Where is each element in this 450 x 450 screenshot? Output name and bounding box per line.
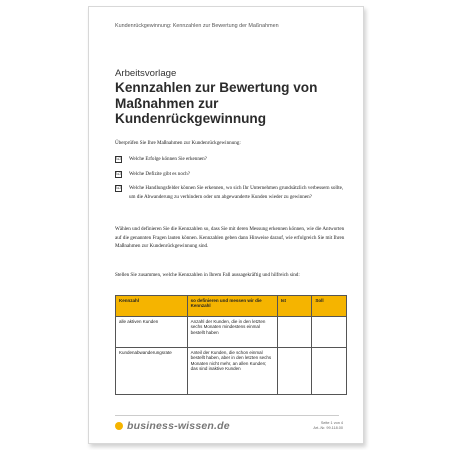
checklist-item [115,184,345,201]
checkbox-icon: ☑ [116,186,121,192]
checkbox-icon: ☑ [116,157,121,162]
article-number: Art.-Nr. 99.118.00 [313,426,343,430]
logo-text: business-wissen.de [127,420,230,432]
brand-logo [115,420,230,432]
table-cell: Anteil der Kunden, die schon einmal bestellt haben, aber in den letzten sechs Monaten nicht mehr, an allen Kunden; das sind inaktive Kunden [187,348,277,395]
document-kicker: Arbeitsvorlage [115,68,177,79]
column-header-ist: Ist [277,296,312,317]
table-row [116,348,347,395]
checklist-item-text: Welche Erfolge können Sie erkennen? [129,156,207,162]
column-header-kennzahl: Kennzahl [116,296,188,317]
table-header-row [116,296,347,317]
kpi-table [115,295,347,395]
table-cell: Kundenabwanderungsrate [116,348,188,395]
logo-dot-icon [115,422,123,430]
page-number: Seite 1 von 4 [320,421,343,425]
checklist-item-text: Welche Handlungsfelder können Sie erkennen, wo sich Ihr Unternehmen grundsätzlich verbessern sollte, um die Abwanderung zu verhindern oder um abgewanderte Kunden wieder zu gewinnen? [129,185,344,201]
running-header: Kundenrückgewinnung: Kennzahlen zur Bewertung der Maßnahmen [115,23,279,29]
checklist-item [115,170,345,179]
column-header-definition: so definieren und messen wir die Kennzahl [187,296,277,317]
table-cell [312,317,347,348]
intro-text: Überprüfen Sie Ihre Maßnahmen zur Kundenrückgewinnung: [115,140,241,146]
checklist-item-text: Welche Defizite gibt es noch? [129,170,190,177]
table-cell [277,317,312,348]
table-cell: Anzahl der Kunden, die in den letzten sechs Monaten mindestens einmal bestellt haben [187,317,277,348]
document-title: Kennzahlen zur Bewertung von Maßnahmen zur Kundenrückgewinnung [115,80,318,126]
page-info [313,421,343,431]
body-paragraph: Stellen Sie zusammen, welche Kennzahlen in Ihrem Fall aussagekräftig und hilfreich sind: [115,272,300,278]
document-page [88,6,364,444]
footer-divider [115,415,339,416]
checklist [115,155,345,208]
table-cell [277,348,312,395]
checklist-item [115,155,345,164]
table-row [116,317,347,348]
table-cell [312,348,347,395]
column-header-soll: Soll [312,296,347,317]
table-cell: alle aktiven Kunden [116,317,188,348]
checkbox-icon: ☑ [116,171,121,177]
body-paragraph: Wählen und definieren Sie die Kennzahlen so, dass Sie mit deren Messung erkennen können, wie die Antworten auf die genannten Fragen lauten können. Kennzahlen geben dann Hinweise darauf, wie erfolgreich Sie mit Ihren Maßnahmen zur Kundenrückgewinnung sind. [115,226,345,250]
